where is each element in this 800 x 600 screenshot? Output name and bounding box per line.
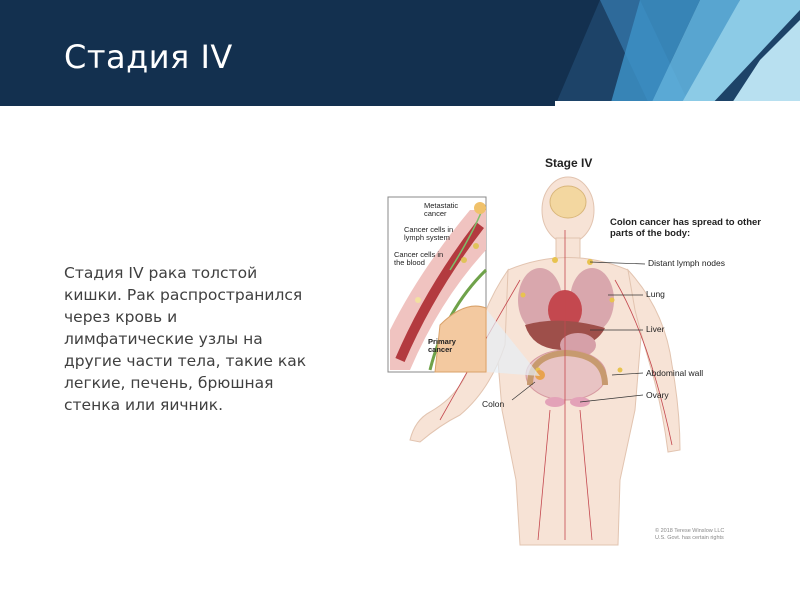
figure-heading: Colon cancer has spread to other parts of the body:	[610, 217, 761, 239]
label-liver: Liver	[646, 324, 665, 334]
slide-title: Стадия IV	[64, 38, 233, 76]
inset-label-primary: Primary cancer	[428, 337, 456, 354]
header-divider	[555, 101, 800, 106]
copyright-notice: © 2018 Terese Winslow LLC U.S. Govt. has certain rights	[655, 528, 725, 541]
inset-label-blood: Cancer cells in the blood	[394, 250, 444, 267]
label-distant-lymph-nodes: Distant lymph nodes	[648, 258, 726, 268]
label-ovary: Ovary	[646, 390, 669, 400]
inset-label-metastatic: Metastatic cancer	[424, 201, 459, 218]
slide-body-text: Стадия IV рака толстой кишки. Рак распространился через кровь и лимфатические узлы на другие части тела, такие как легкие, печень, брюшная стенка или яичник.	[64, 264, 307, 414]
ovary	[545, 397, 565, 407]
brain	[550, 186, 586, 218]
inset-label-lymph: Cancer cells in lymph system	[404, 225, 454, 242]
label-abdominal-wall: Abdominal wall	[646, 368, 704, 378]
label-lung: Lung	[646, 289, 665, 299]
label-colon: Colon	[482, 399, 505, 409]
anatomy-figure	[380, 150, 780, 550]
slide-header	[0, 0, 800, 106]
figure-title: Stage IV	[545, 156, 593, 170]
